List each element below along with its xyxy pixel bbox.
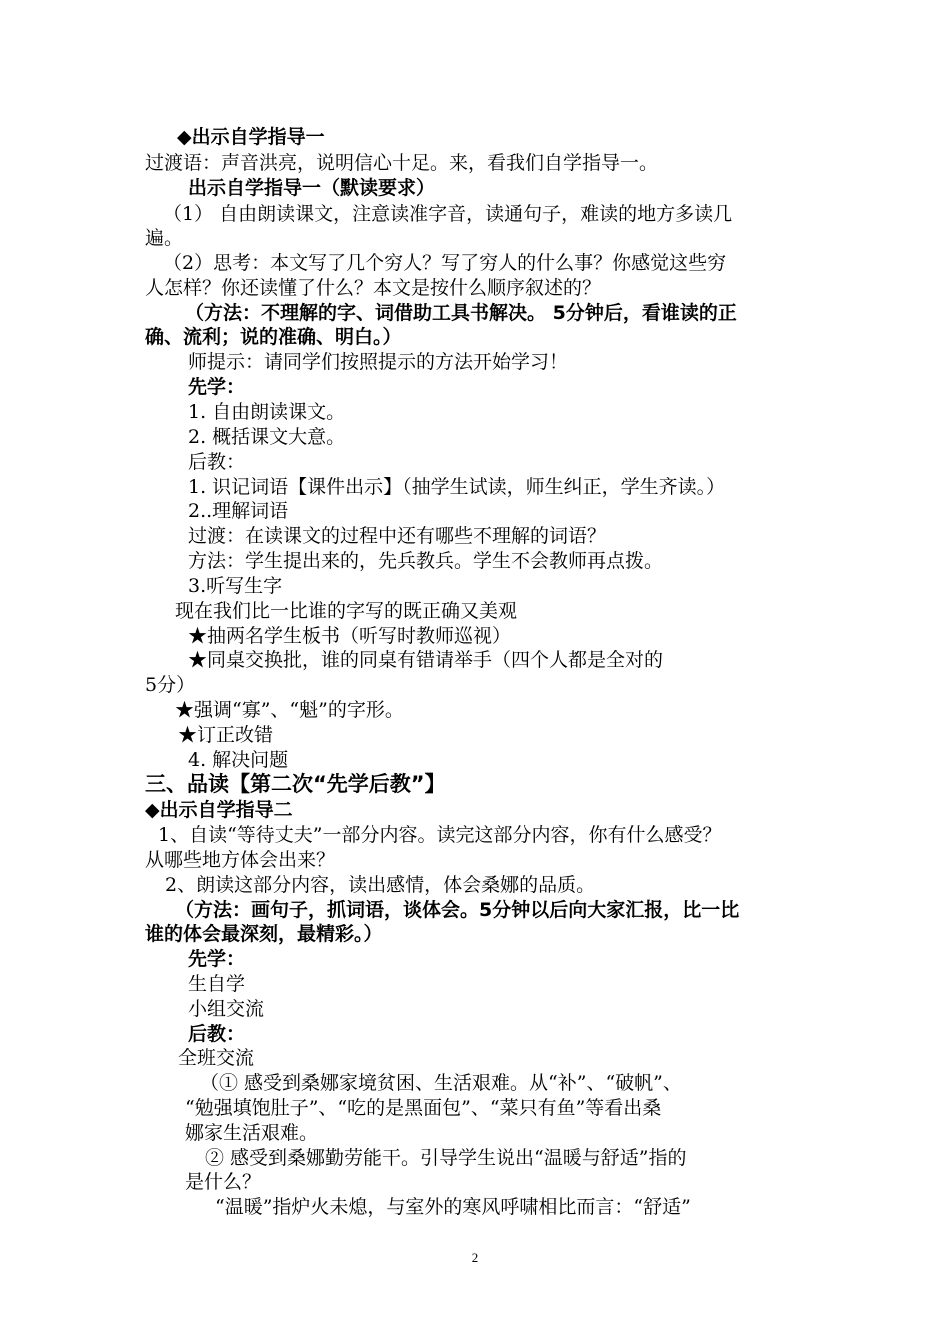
- instruction-1: （1） 自由朗读课文，注意读准字音，读通句子，难读的地方多读几: [163, 203, 733, 225]
- heading-guide-one: ◆出示自学指导一: [177, 126, 325, 148]
- transition-question: 过渡：在读课文的过程中还有哪些不理解的词语？: [188, 525, 607, 547]
- instruction-2-cont: 人怎样？你还读懂了什么？本文是按什么顺序叙述的？: [145, 277, 602, 299]
- label-learn-first-2: 先学：: [188, 948, 246, 970]
- star-item-2: ★同桌交换批，谁的同桌有错请举手（四个人都是全对的: [188, 649, 664, 671]
- feeling-1-cont-2: 娜家生活艰难。: [185, 1122, 319, 1144]
- heading-guide-two: ◆出示自学指导二: [145, 799, 293, 821]
- star-item-3: ★强调“寡”、“魁”的字形。: [175, 699, 404, 721]
- teach-step-3: 3.听写生字: [188, 575, 283, 597]
- star-item-4: ★订正改错: [178, 724, 274, 746]
- method-note: （方法：不理解的字、词借助工具书解决。 5分钟后，看谁读的正: [185, 302, 737, 324]
- label-teach-after: 后教：: [188, 451, 246, 473]
- feeling-2-cont: 是什么？: [185, 1171, 262, 1193]
- teach-step-2: 2..理解词语: [188, 500, 289, 522]
- compare-text: 现在我们比一比谁的字写的既正确又美观: [175, 600, 518, 622]
- instruction-2: （2）思考：本文写了几个穷人？写了穷人的什么事？你感觉这些穷: [163, 252, 727, 274]
- page-number: 2: [471, 1250, 479, 1265]
- method-note-two-cont: 谁的体会最深刻，最精彩。）: [145, 923, 383, 945]
- star-item-2-cont: 5分）: [145, 674, 196, 696]
- feeling-1-cont: “勉强填饱肚子”、“吃的是黑面包”、“菜只有鱼”等看出桑: [185, 1097, 662, 1119]
- teacher-hint: 师提示：请同学们按照提示的方法开始学习！: [188, 351, 569, 373]
- method-note-cont: 确、流利；说的准确、明白。）: [145, 326, 402, 348]
- step-2: 2. 概括课文大意。: [188, 426, 346, 448]
- group-exchange: 小组交流: [188, 998, 265, 1020]
- method-text: 方法：学生提出来的，先兵教兵。学生不会教师再点拨。: [188, 550, 664, 572]
- subheading-silent-reading: 出示自学指导一（默读要求）: [188, 177, 436, 199]
- guide-two-item-1-cont: 从哪些地方体会出来？: [145, 849, 336, 871]
- section-heading-3: 三、品读【第二次“先学后教”】: [145, 772, 446, 796]
- class-exchange: 全班交流: [178, 1047, 255, 1069]
- teach-step-1: 1. 识记词语【课件出示】（抽学生试读，师生纠正，学生齐读。）: [188, 476, 726, 498]
- feeling-1: （① 感受到桑娜家境贫困、生活艰难。从“补”、“破帆”、: [200, 1072, 682, 1094]
- guide-two-item-2: 2、朗读这部分内容，读出感情，体会桑娜的品质。: [165, 874, 596, 896]
- feeling-2: ② 感受到桑娜勤劳能干。引导学生说出“温暖与舒适”指的: [205, 1147, 687, 1169]
- self-study: 生自学: [188, 973, 246, 995]
- transition-text: 过渡语：声音洪亮，说明信心十足。来，看我们自学指导一。: [145, 152, 659, 174]
- teach-step-4: 4. 解决问题: [188, 749, 289, 771]
- guide-two-item-1: 1、自读“等待丈夫”一部分内容。读完这部分内容，你有什么感受？: [158, 824, 722, 846]
- method-note-two: （方法：画句子，抓词语，谈体会。5分钟以后向大家汇报，比一比: [175, 899, 740, 921]
- label-teach-after-2: 后教：: [188, 1023, 246, 1045]
- step-1: 1. 自由朗读课文。: [188, 401, 346, 423]
- label-learn-first: 先学：: [188, 376, 246, 398]
- warmth-explanation: “温暖”指炉火未熄，与室外的寒风呼啸相比而言：“舒适”: [215, 1196, 691, 1218]
- instruction-1-cont: 遍。: [145, 227, 184, 249]
- star-item-1: ★抽两名学生板书（听写时教师巡视）: [188, 625, 512, 647]
